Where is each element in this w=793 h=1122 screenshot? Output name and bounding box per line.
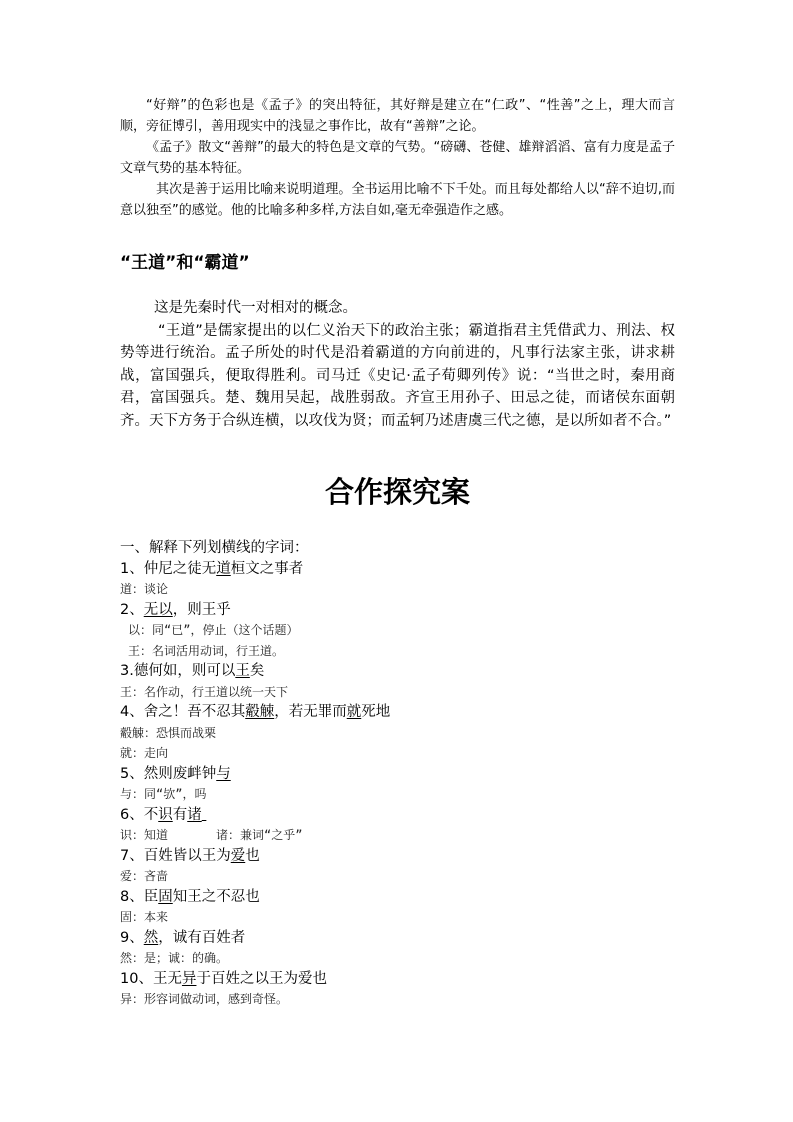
- section-paragraph-1-text: 这是先秦时代一对相对的概念。: [154, 300, 357, 316]
- question-1: [120, 559, 675, 580]
- question-text: 桓文之事者: [230, 560, 304, 577]
- underlined-word: 无以: [143, 601, 173, 618]
- answer-6b: 诸：兼词“之乎”: [216, 828, 303, 842]
- question-text: 于百姓之以王为爱也: [196, 970, 327, 987]
- intro-paragraph-2: [120, 137, 675, 179]
- section-heading: “王道”和“霸道”: [120, 253, 250, 273]
- answer-8: 固：本来: [120, 910, 169, 924]
- underlined-word: 王: [235, 663, 250, 679]
- question-3: [120, 661, 675, 682]
- answer-2a: 以：同“已”，停止（这个话题）: [128, 623, 299, 637]
- exercise-section: [120, 538, 675, 1010]
- answer-5: 与：同“欤”，吗: [120, 787, 207, 801]
- question-text: 1、仲尼之徒无: [120, 560, 217, 577]
- question-5: [120, 764, 675, 785]
- question-text: ，则王乎: [172, 601, 231, 618]
- page-title: 合作探究案: [324, 475, 470, 509]
- question-text: ，诚有百姓者: [158, 929, 246, 946]
- underlined-word: 与: [216, 765, 231, 782]
- question-text: 死地: [361, 704, 391, 720]
- answer-4b: 就：走向: [120, 746, 169, 760]
- question-4: [120, 702, 675, 723]
- answer-6a: 识：知道: [120, 828, 169, 842]
- underlined-word: 道: [216, 560, 231, 577]
- underlined-word: 就: [346, 704, 362, 720]
- question-6: [120, 805, 675, 826]
- intro-paragraph-3-text: 其次是善于运用比喻来说明道理。全书运用比喻不下千处。而且每处都给人以“辞不迫切,而意以独至”的感觉。他的比喻多种多样,方法自如,毫无牵强造作之感。: [120, 182, 675, 218]
- section-paragraph-2-text: “王道”是儒家提出的以仁义治天下的政治主张；霸道指君主凭借武力、刑法、权势等进行统治。孟子所处的时代是沿着霸道的方向前进的，凡事行法家主张，讲求耕战，富国强兵，便取得胜利。司马迁《史记·孟子荀卿列传》说：“当世之时，秦用商君，富国强兵。楚、魏用吴起，战胜弱敌。齐宣王用孙子、田忌之徒，而诸侯东面朝齐。天下方务于合纵连横，以攻伐为贤；而孟轲乃述唐虞三代之德，是以所如者不合。”: [120, 322, 675, 429]
- underlined-word: 爱: [230, 847, 246, 864]
- underlined-word: 觳觫: [245, 704, 275, 720]
- section-paragraph-1: [120, 297, 675, 320]
- answer-6: [120, 825, 675, 846]
- underlined-word: 诸: [187, 806, 202, 823]
- question-text: 7、百姓皆以王为: [120, 847, 231, 864]
- answer-4a: 觳觫：恐惧而战栗: [120, 725, 217, 740]
- question-text: 知王之不忍也: [172, 888, 260, 905]
- page-content: [120, 95, 675, 1006]
- underlined-word: 然: [143, 929, 159, 946]
- question-7: [120, 846, 675, 867]
- question-text: 9、: [120, 929, 144, 946]
- question-text: ，若无罪而: [274, 704, 347, 720]
- question-text: 也: [245, 847, 260, 864]
- question-8: [120, 887, 675, 908]
- question-text: 2、: [120, 601, 144, 618]
- section-body: [120, 297, 675, 432]
- question-text: 4、舍之！吾不忍其: [120, 704, 246, 720]
- question-text: 10、王无: [120, 970, 182, 987]
- answer-1: 道：谈论: [120, 582, 169, 596]
- intro-paragraph-1: [120, 95, 675, 137]
- section-paragraph-2: [120, 320, 675, 433]
- question-text: 8、臣: [120, 888, 159, 905]
- intro-paragraph-3: [120, 179, 675, 221]
- question-text: 有: [172, 806, 188, 823]
- answer-3: 王：名作动，行王道以统一天下: [120, 684, 289, 699]
- answer-2b: 王：名词活用动词，行王道。: [128, 643, 285, 658]
- underlined-word: 异: [181, 970, 197, 987]
- question-text: 5、然则废衅钟: [120, 765, 217, 782]
- exercise-heading: 一、解释下列划横线的字词：: [120, 540, 309, 556]
- question-text: 3.德何如，则可以: [120, 663, 236, 679]
- underlined-word: 固: [158, 888, 173, 905]
- question-text: 6、不: [120, 806, 159, 823]
- answer-9: 然：是；诚：的确。: [120, 951, 229, 965]
- intro-paragraph-1-text: “好辩”的色彩也是《孟子》的突出特征，其好辩是建立在“仁政”、“性善”之上，理大而言顺，旁征博引，善用现实中的浅显之事作比，故有“善辩”之论。: [120, 98, 675, 134]
- answer-10: 异：形容词做动词，感到奇怪。: [120, 992, 289, 1006]
- question-9: [120, 928, 675, 949]
- answer-7: 爱：吝啬: [120, 869, 169, 883]
- intro-paragraph-2-text: 《孟子》散文“善辩”的最大的特色是文章的气势。“磅礴、苍健、雄辩滔滔、富有力度是孟子文章气势的基本特征。: [120, 140, 675, 176]
- question-10: [120, 969, 675, 990]
- underline-blank: [202, 805, 208, 826]
- underlined-word: 识: [158, 806, 173, 823]
- question-2: [120, 600, 675, 621]
- question-text: 矣: [249, 663, 265, 679]
